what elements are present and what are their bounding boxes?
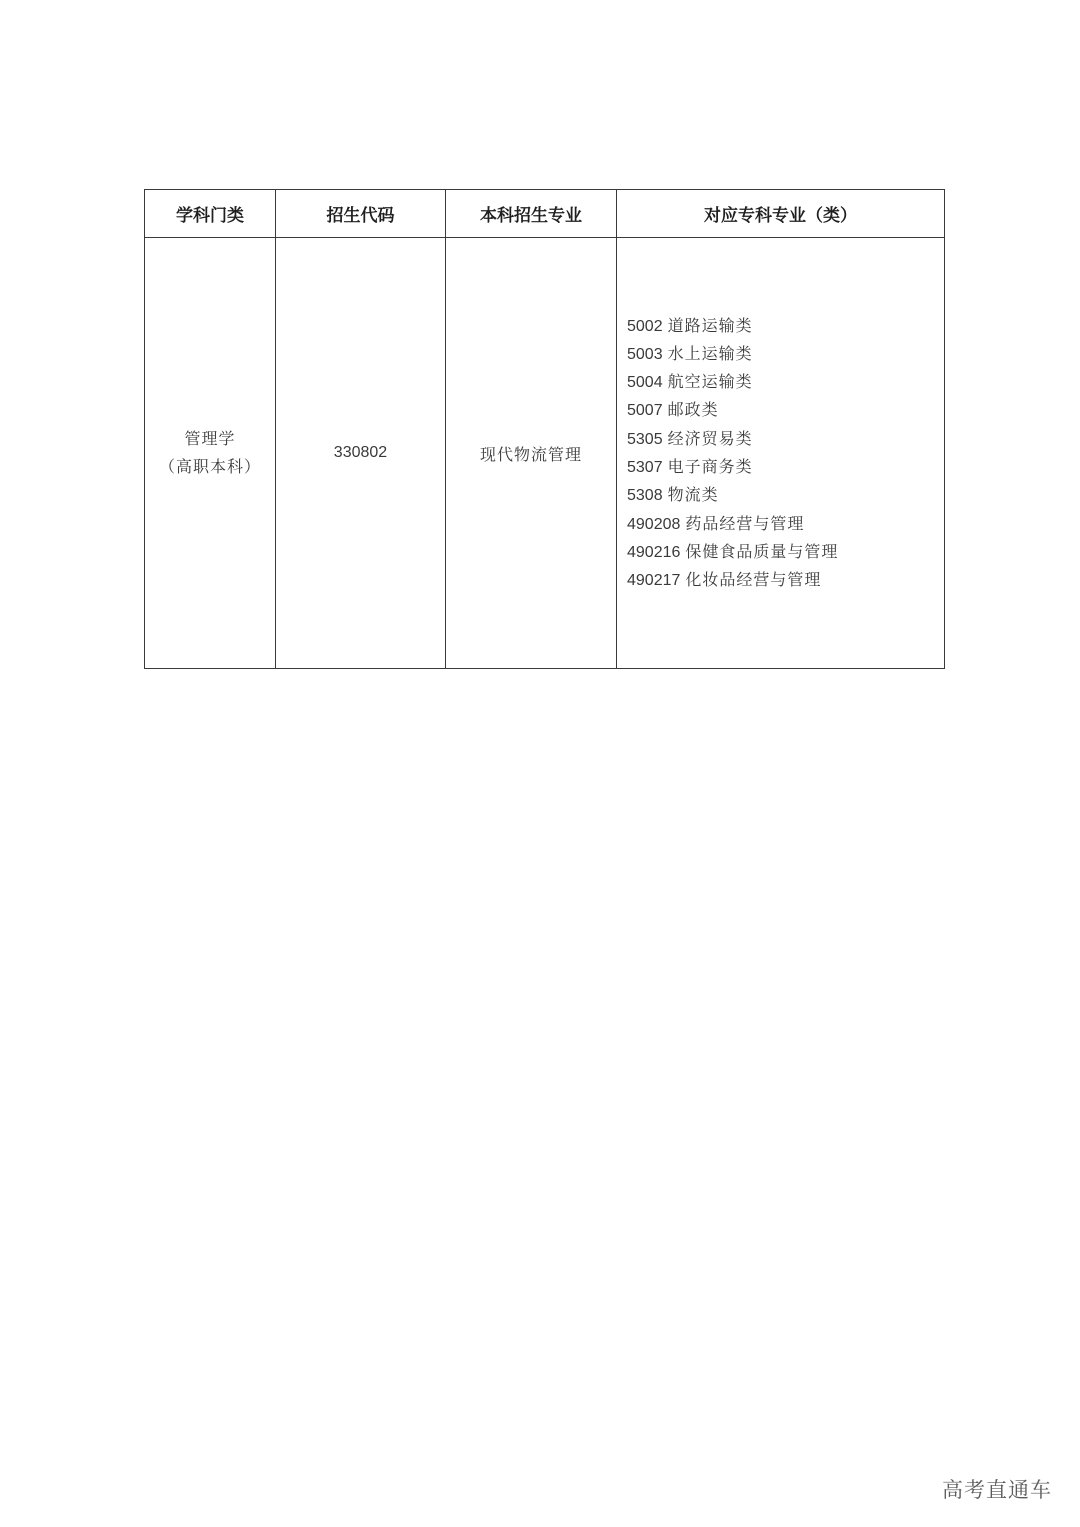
specialty-code: 5004 bbox=[627, 374, 663, 392]
specialty-name: 邮政类 bbox=[667, 400, 719, 420]
specialty-code: 490216 bbox=[627, 543, 681, 561]
specialty-code: 5305 bbox=[627, 430, 663, 448]
list-item bbox=[627, 453, 944, 481]
specialty-name: 道路运输类 bbox=[667, 315, 753, 335]
category-cell bbox=[145, 238, 276, 669]
specialty-name: 保健食品质量与管理 bbox=[685, 541, 839, 561]
table-row bbox=[145, 238, 945, 669]
header-discipline-category: 学科门类 bbox=[145, 190, 276, 238]
list-item bbox=[627, 312, 944, 340]
specialty-code: 490208 bbox=[627, 515, 681, 533]
list-item bbox=[627, 566, 944, 594]
header-enrollment-code: 招生代码 bbox=[276, 190, 446, 238]
specialty-code: 5007 bbox=[627, 402, 663, 420]
category-note: （高职本科） bbox=[158, 457, 261, 476]
specialty-name: 电子商务类 bbox=[667, 457, 753, 476]
specialty-code: 490217 bbox=[627, 572, 681, 590]
specialty-list-cell bbox=[617, 238, 945, 669]
watermark-text: 高考直通车 bbox=[942, 1478, 1052, 1502]
specialty-code: 5003 bbox=[627, 345, 663, 363]
list-item bbox=[627, 425, 944, 453]
specialty-mapping-table bbox=[144, 189, 945, 669]
list-item bbox=[627, 396, 944, 424]
list-item bbox=[627, 340, 944, 368]
enrollment-code-cell: 330802 bbox=[276, 238, 446, 669]
major-cell: 现代物流管理 bbox=[446, 238, 617, 669]
table-header-row bbox=[145, 190, 945, 238]
specialty-code: 5002 bbox=[627, 317, 663, 335]
specialty-code: 5307 bbox=[627, 459, 663, 476]
specialty-name: 化妆品经营与管理 bbox=[685, 570, 822, 590]
specialty-name: 物流类 bbox=[667, 485, 719, 505]
header-corresponding-specialty: 对应专科专业（类） bbox=[617, 190, 945, 238]
specialty-code: 5308 bbox=[627, 487, 663, 505]
category-name: 管理学 bbox=[184, 429, 236, 448]
list-item bbox=[627, 510, 944, 538]
specialty-name: 航空运输类 bbox=[667, 372, 753, 392]
list-item bbox=[627, 481, 944, 509]
specialty-name: 药品经营与管理 bbox=[685, 513, 805, 533]
specialty-name: 经济贸易类 bbox=[667, 428, 753, 448]
list-item bbox=[627, 538, 944, 566]
header-undergraduate-major: 本科招生专业 bbox=[446, 190, 617, 238]
specialty-name: 水上运输类 bbox=[667, 343, 753, 363]
list-item bbox=[627, 368, 944, 396]
specialty-list bbox=[627, 312, 944, 595]
